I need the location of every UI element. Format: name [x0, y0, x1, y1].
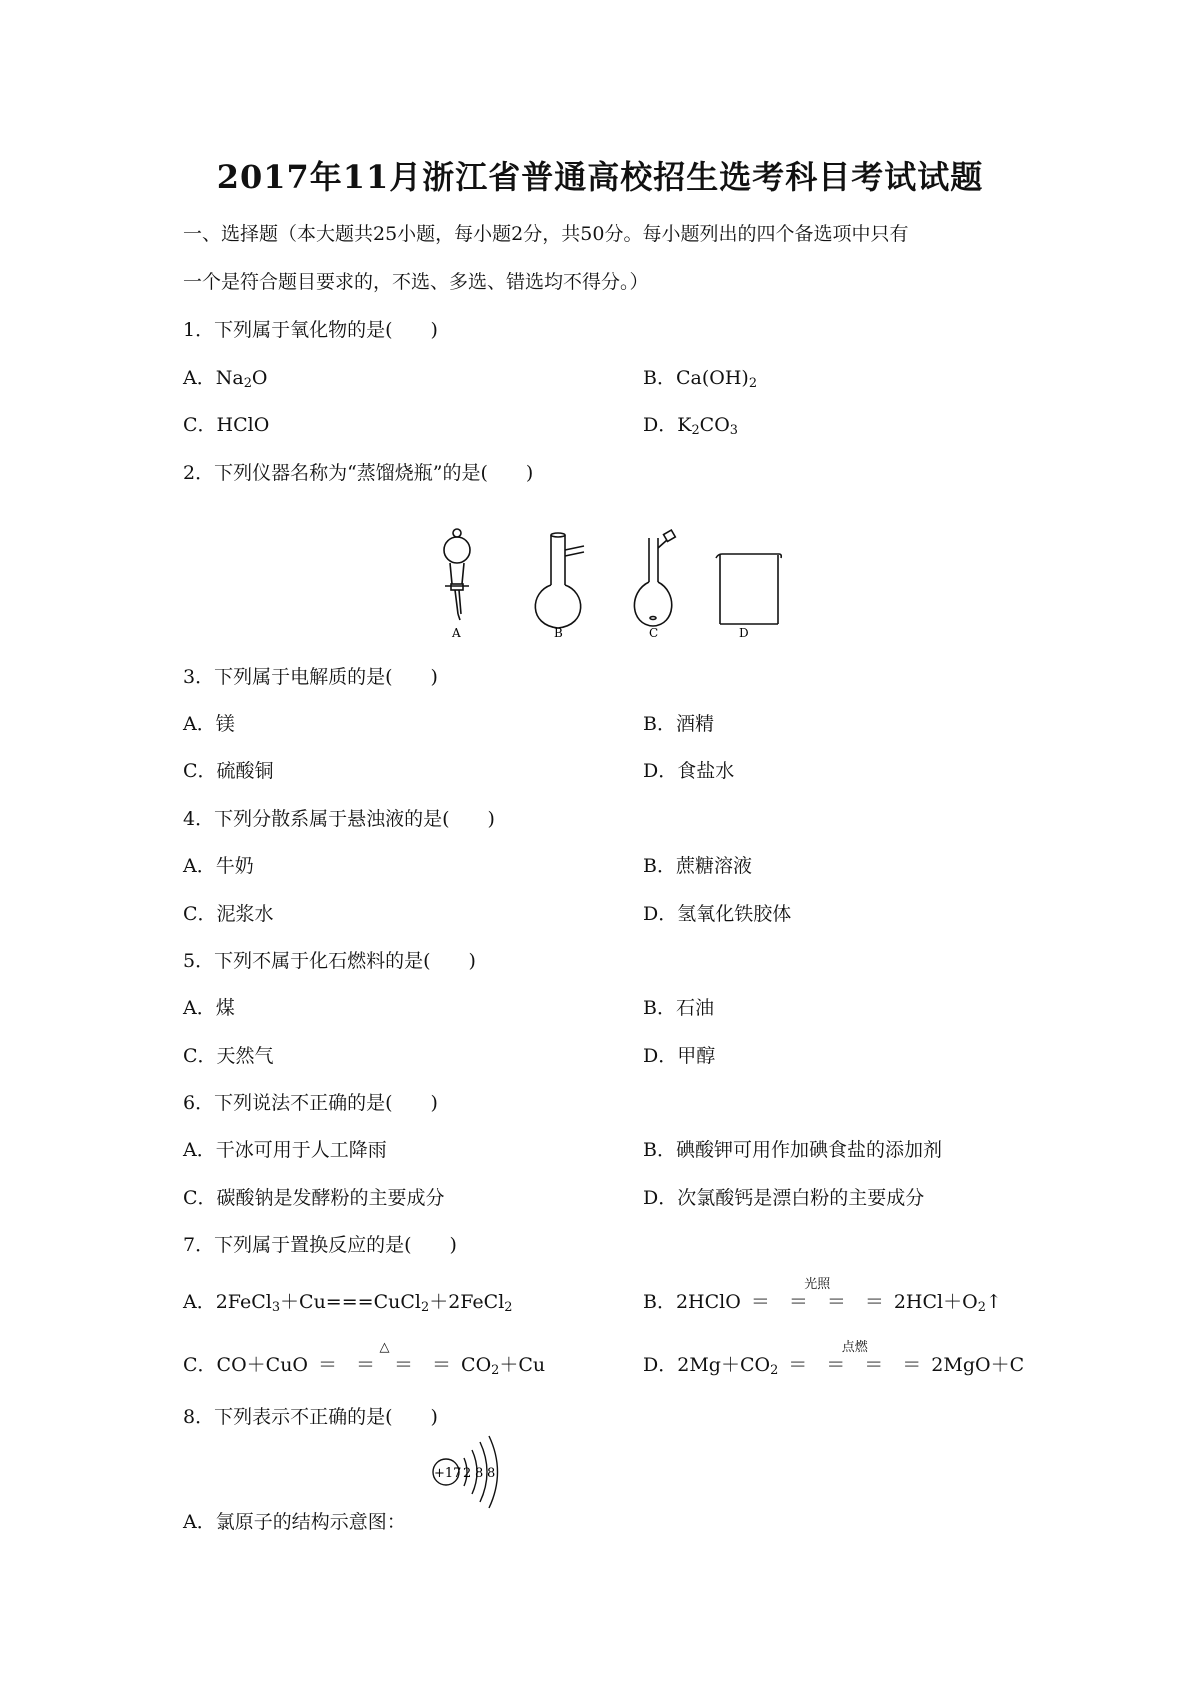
q3-stem: 3．下列属于电解质的是( )	[183, 666, 438, 688]
atom-nucleus-label: +17	[434, 1466, 462, 1481]
q1-stem: 1．下列属于氧化物的是( )	[183, 319, 438, 341]
apparatus-label-a: A	[452, 626, 461, 640]
q7-stem: 7．下列属于置换反应的是( )	[183, 1234, 457, 1256]
q3-option-b: B．酒精	[643, 713, 714, 735]
atom-shell-2: 8	[475, 1466, 484, 1481]
atom-shell-3: 8	[487, 1466, 496, 1481]
q8-stem: 8．下列表示不正确的是( )	[183, 1406, 438, 1428]
reaction-condition: 点燃 ＝ ＝ ＝ ＝	[788, 1340, 922, 1376]
q5-option-d: D．甲醇	[643, 1045, 716, 1067]
q7-option-a: A．2FeCl$_3$＋Cu===CuCl$_2$＋2FeCl$_2$	[183, 1291, 513, 1316]
apparatus-label-b: B	[554, 626, 563, 640]
q5-option-c: C．天然气	[183, 1045, 274, 1067]
distilling-flask-icon	[535, 533, 584, 628]
q5-option-a: A．煤	[183, 997, 235, 1019]
beaker-icon	[716, 554, 781, 624]
q7-option-c: C．CO＋CuO △ ＝ ＝ ＝ ＝ $CO_2+Cu$	[183, 1340, 546, 1379]
q1-option-d: D．$K_2CO_3$	[643, 414, 738, 439]
q7-option-b: B．2HClO 光照 ＝ ＝ ＝ ＝ $2HCl+O_2↑$	[643, 1277, 1002, 1316]
q1-option-b: B．$Ca(OH)_2$	[643, 367, 758, 392]
q4-option-b: B．蔗糖溶液	[643, 855, 752, 877]
q8-option-a: A．氯原子的结构示意图：	[183, 1511, 406, 1533]
q6-option-d: D．次氯酸钙是漂白粉的主要成分	[643, 1187, 925, 1209]
q1-option-c: C．HClO	[183, 414, 270, 436]
q7-option-d: D．$2Mg+CO_2$ 点燃 ＝ ＝ ＝ ＝ 2MgO＋C	[643, 1340, 1025, 1379]
apparatus-label-c: C	[649, 626, 659, 640]
reaction-condition: △ ＝ ＝ ＝ ＝	[318, 1340, 452, 1376]
q6-stem: 6．下列说法不正确的是( )	[183, 1092, 438, 1114]
reaction-condition: 光照 ＝ ＝ ＝ ＝	[750, 1277, 884, 1313]
flask-with-stopcock-icon	[634, 530, 675, 626]
q4-stem: 4．下列分散系属于悬浊液的是( )	[183, 808, 495, 830]
q4-option-d: D．氢氧化铁胶体	[643, 903, 792, 925]
separatory-funnel-icon	[444, 529, 470, 620]
q3-option-d: D．食盐水	[643, 760, 735, 782]
q3-option-c: C．硫酸铜	[183, 760, 274, 782]
q6-option-a: A．干冰可用于人工降雨	[183, 1139, 387, 1161]
q4-option-a: A．牛奶	[183, 855, 254, 877]
q6-option-c: C．碳酸钠是发酵粉的主要成分	[183, 1187, 445, 1209]
q6-option-b: B．碘酸钾可用作加碘食盐的添加剂	[643, 1139, 942, 1161]
q3-option-a: A．镁	[183, 713, 235, 735]
q5-stem: 5．下列不属于化石燃料的是( )	[183, 950, 476, 972]
page-title: 2017年11月浙江省普通高校招生选考科目考试试题	[216, 158, 984, 196]
atom-shell-1: 2	[463, 1466, 472, 1481]
q4-option-c: C．泥浆水	[183, 903, 274, 925]
q2-stem: 2．下列仪器名称为“蒸馏烧瓶”的是( )	[183, 462, 534, 484]
section-instructions-line1: 一、选择题（本大题共25小题，每小题2分，共50分。每小题列出的四个备选项中只有	[183, 223, 909, 245]
q1-option-a: A．$Na_2O$	[183, 367, 268, 392]
apparatus-label-d: D	[739, 626, 749, 640]
section-instructions-line2: 一个是符合题目要求的，不选、多选、错选均不得分。）	[183, 271, 649, 293]
q5-option-b: B．石油	[643, 997, 714, 1019]
